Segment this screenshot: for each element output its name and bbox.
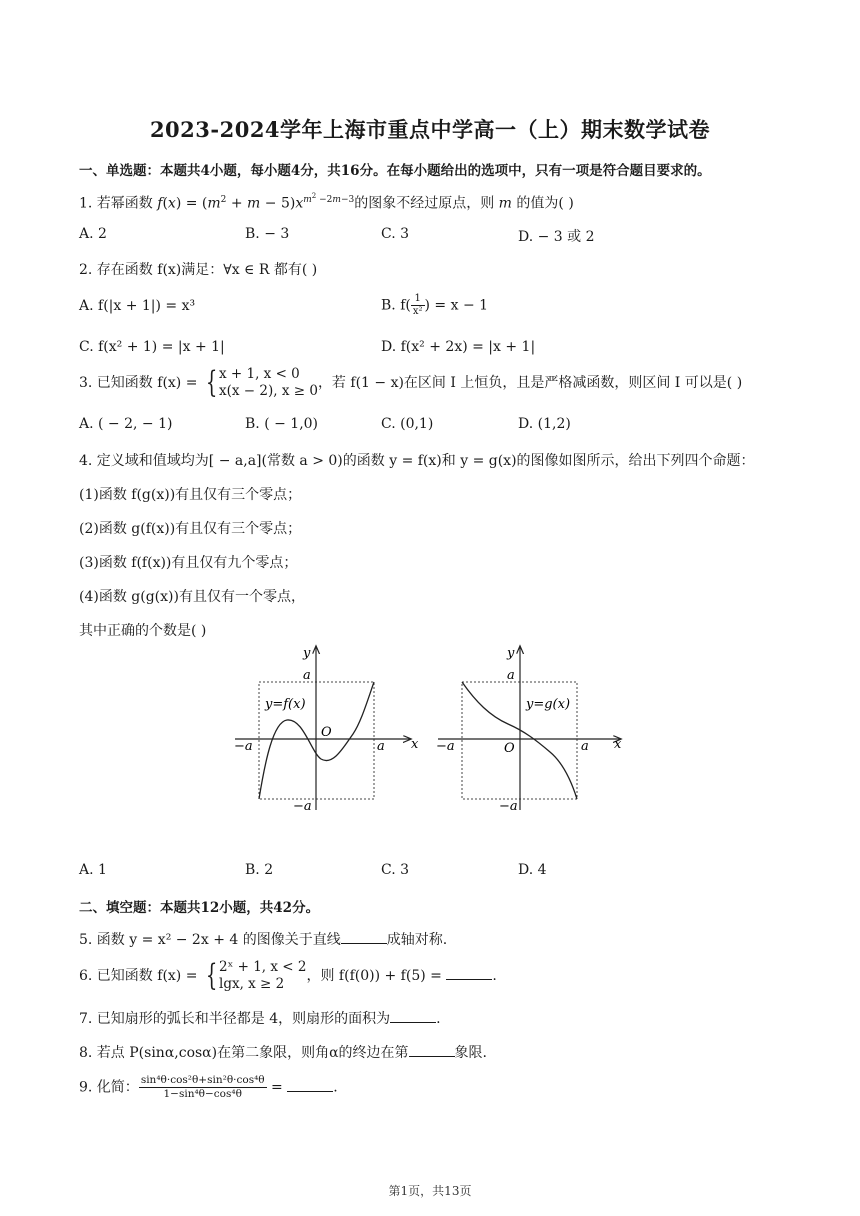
q5-stem-end: 成轴对称. (386, 932, 448, 948)
q8-stem: 8. 若点 P(sinα,cosα)在第二象限，则角α的终边在第 (79, 1045, 409, 1061)
graph-g-y-label: y (507, 646, 515, 661)
q4-proposition-2: (2)函数 g(f(x))有且仅有三个零点； (79, 521, 302, 537)
q2-option-d[interactable]: D. f(x² + 2x) = |x + 1| (381, 339, 536, 355)
question-8 (79, 1042, 487, 1062)
q3-option-b[interactable]: B. ( − 1,0) (245, 416, 319, 432)
graph-g-bottom-label: −a (499, 799, 518, 814)
q2-option-b-pre: B. f( (381, 297, 411, 314)
q6-case-2: lgx, x ≥ 2 (219, 976, 285, 992)
q3-stem-b: ，若 f(1 − x)在区间 I 上恒负，且是严格减函数，则区间 I 可以是( ) (317, 375, 743, 391)
q6-case-1: 2ˣ + 1, x < 2 (219, 959, 307, 975)
q1-option-a[interactable]: A. 2 (79, 226, 107, 242)
q9-end: . (333, 1079, 338, 1096)
q2-option-b-post: ) = x − 1 (424, 297, 489, 314)
section-heading-fill-in: 二、填空题：本题共12小题，共42分。 (79, 900, 320, 916)
q9-answer-blank[interactable] (287, 1079, 333, 1092)
q8-answer-blank[interactable] (409, 1044, 455, 1057)
q4-proposition-3: (3)函数 f(f(x))有且仅有九个零点； (79, 555, 298, 571)
q3-stem-a: 3. 已知函数 f(x) = (79, 375, 198, 391)
q3-option-a[interactable]: A. ( − 2, − 1) (79, 416, 173, 432)
graph-f-y-label: y (303, 646, 311, 661)
q4-proposition-4: (4)函数 g(g(x))有且仅有一个零点， (79, 589, 305, 605)
graph-g-x-label: x (614, 737, 622, 752)
graph-f-bottom-label: −a (293, 799, 312, 814)
page-title: 2023-2024学年上海市重点中学高一（上）期末数学试卷 (149, 117, 711, 142)
q6-stem-b: ，则 f(f(0)) + f(5) = (306, 968, 447, 984)
q4-option-d[interactable]: D. 4 (518, 862, 547, 878)
q2-option-a[interactable]: A. f(|x + 1|) = x³ (79, 298, 196, 314)
q7-answer-blank[interactable] (390, 1010, 436, 1023)
section-heading-single-choice: 一、单选题：本题共4小题，每小题4分，共16分。在每小题给出的选项中，只有一项是符合题目要求的。 (79, 163, 711, 179)
q4-proposition-1: (1)函数 f(g(x))有且仅有三个零点； (79, 487, 302, 503)
q3-option-d[interactable]: D. (1,2) (518, 416, 571, 432)
q9-prefix: 9. 化简： (79, 1079, 139, 1096)
graph-g (428, 642, 628, 817)
q5-stem: 5. 函数 y = x² − 2x + 4 的图像关于直线 (79, 932, 341, 948)
q1-option-d[interactable]: D. − 3 或 2 (518, 229, 595, 245)
q1-stem-b: 的图象不经过原点，则 (354, 195, 499, 212)
q3-option-c[interactable]: C. (0,1) (381, 416, 434, 432)
q4-option-b[interactable]: B. 2 (245, 862, 274, 878)
graph-f-curve-label: y=f(x) (265, 697, 306, 712)
question-5 (79, 929, 447, 949)
graph-g-origin: O (504, 741, 515, 756)
q5-answer-blank[interactable] (341, 931, 387, 944)
graph-f-top-label: a (303, 668, 311, 683)
q1-stem-a: 1. 若幂函数 (79, 195, 158, 212)
graph-f-x-label: x (411, 737, 419, 752)
q9-numerator: sin⁴θ·cos²θ+sin²θ·cos⁴θ (140, 1074, 265, 1086)
graph-g-right-label: a (581, 739, 589, 754)
graph-g-curve-label: y=g(x) (526, 697, 571, 712)
question-2: 2. 存在函数 f(x)满足：∀x ∈ R 都有( ) (79, 262, 318, 278)
q3-case-2: x(x − 2), x ≥ 0 (219, 383, 318, 399)
q1-option-c[interactable]: C. 3 (381, 226, 410, 242)
graph-f-origin: O (321, 725, 332, 740)
question-7 (79, 1008, 441, 1028)
q4-option-a[interactable]: A. 1 (79, 862, 107, 878)
graph-g-top-label: a (507, 668, 515, 683)
q2-option-c[interactable]: C. f(x² + 1) = |x + 1| (79, 339, 225, 355)
question-3: 3. 已知函数 f(x) = { x + 1, x < 0 x(x − 2), x ≥ 0 ，若 f(1 − x)在区间 I 上恒负，且是严格减函数，则区间 I 可以是( ) (79, 365, 743, 400)
q4-option-c[interactable]: C. 3 (381, 862, 410, 878)
q7-stem-end: . (436, 1011, 441, 1027)
q9-denominator: 1−sin⁴θ−cos⁴θ (163, 1088, 242, 1100)
q6-answer-blank[interactable] (446, 967, 492, 980)
graph-f (225, 642, 425, 817)
q8-stem-end: 象限. (454, 1045, 487, 1061)
question-4: 4. 定义域和值域均为[ − a,a](常数 a > 0)的函数 y = f(x)和 y = g(x)的图像如图所示，给出下列四个命题： (79, 453, 755, 469)
q2-option-b[interactable]: B. f( $\frac{1}{\text{x²}}$ ) = x − 1 (381, 293, 489, 317)
q1-stem-c: 的值为( ) (511, 195, 574, 212)
q6-stem-a: 6. 已知函数 f(x) = (79, 968, 198, 984)
question-1: 1. 若幂函数 $f(x) = (m^2 + m - 5)x^{m^2 -2m-3}$的图象不经过原点，则 m 的值为( ) (79, 192, 574, 212)
q4-question: 其中正确的个数是( ) (79, 623, 207, 639)
q6-stem-end: . (492, 968, 497, 984)
graph-g-left-label: −a (436, 739, 455, 754)
q3-case-1: x + 1, x < 0 (219, 366, 300, 382)
q1-option-b[interactable]: B. − 3 (245, 226, 290, 242)
graph-f-left-label: −a (234, 739, 253, 754)
question-9 (79, 1074, 338, 1101)
q7-stem: 7. 已知扇形的弧长和半径都是 4，则扇形的面积为 (79, 1011, 391, 1027)
graph-f-right-label: a (377, 739, 385, 754)
q9-equals: = (266, 1079, 288, 1096)
page-footer: 第1页，共13页 (388, 1184, 472, 1198)
question-6: 6. 已知函数 f(x) = { 2ˣ + 1, x < 2 lgx, x ≥ 2 ，则 f(f(0)) + f(5) = . (79, 958, 497, 993)
